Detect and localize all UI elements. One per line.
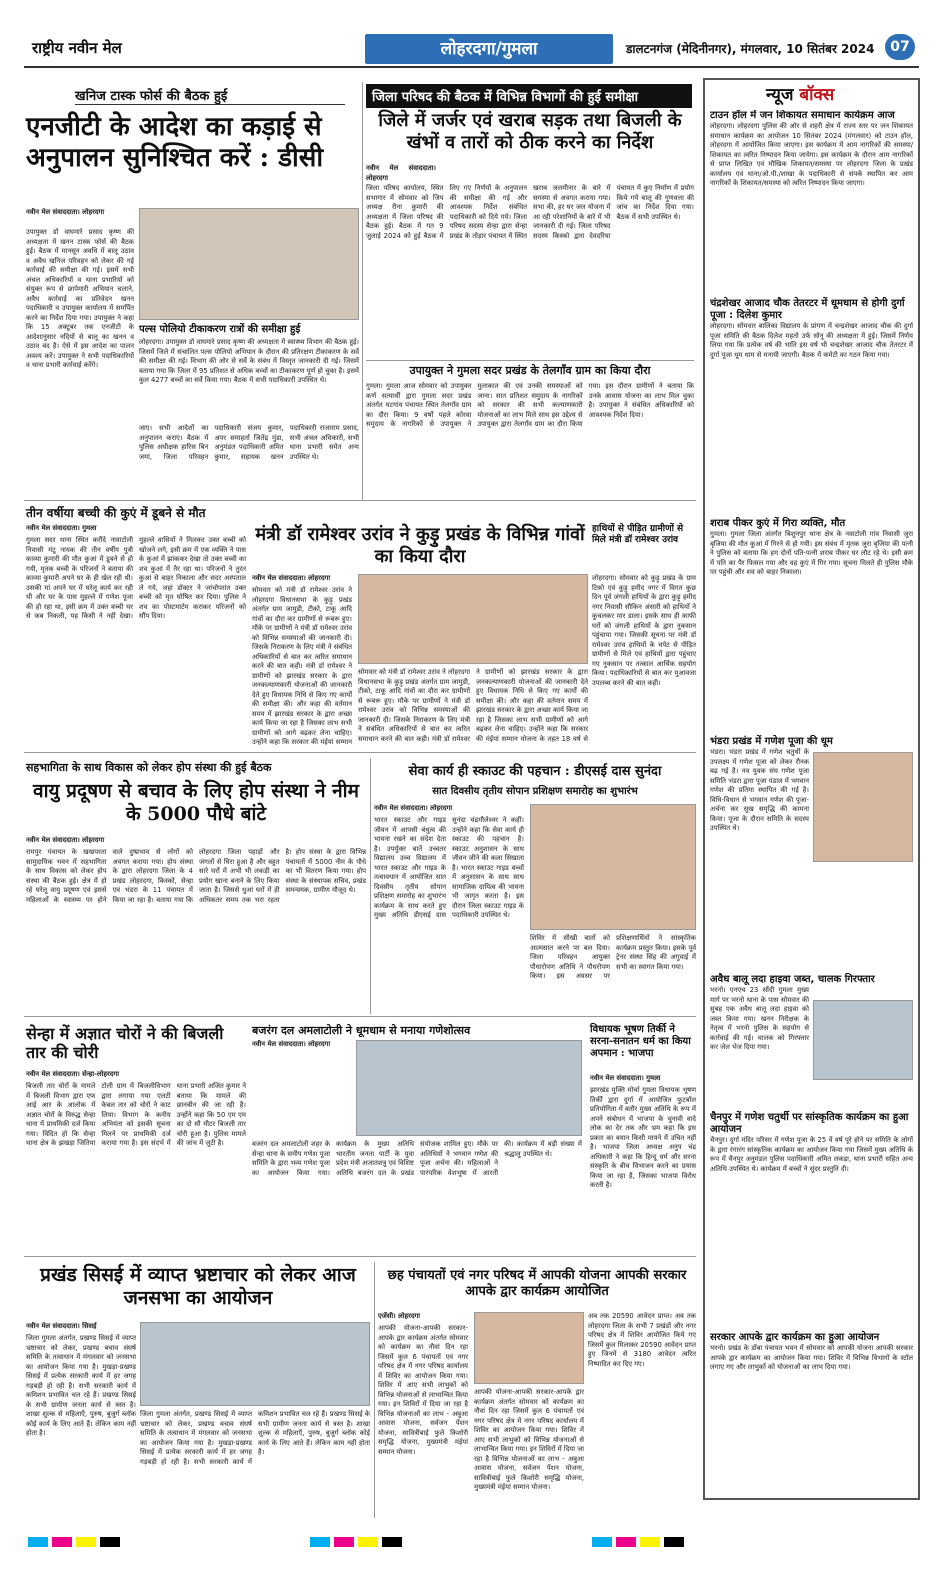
- color-swatch: [334, 1537, 354, 1547]
- divider: [24, 752, 696, 753]
- header-rule: [24, 66, 919, 68]
- a4-byline: नवीन मेल संवाददाता। गुमला: [26, 524, 97, 532]
- dateline: डालटनगंज (मेदिनीनगर), मंगलवार, 10 सितंबर 2024: [626, 42, 875, 56]
- news-item: [710, 298, 913, 512]
- divider: [366, 360, 694, 361]
- a11-body-lead: जिला गुमला अंतर्गत, प्रखण्ड सिसई में व्याप्त भ्रष्टाचार को लेकर, प्रखण्ड बचाव संघर्ष समिति के तत्वाधान में मंगलवार को जनसभा का आयोजन किया गया है। मुखड़ा-प्रखण्ड सिसई में प्रत्येक सरकारी कार्य में हर जगह गड़बड़ी हो रही है। सभी सरकारी कार्य में कमिशन प्रभावित चल रहे हैं। प्रखण्ड सिसई के सभी ग्रामीण जनता कार्य से त्रस्त है। शाखा शुल्क से महिलाएँ, पुरुष, बुजुर्ग ब्लॉक कोई कार्य के लिए आते हैं। लेकिन काम नहीं होता है।: [26, 1334, 136, 1437]
- color-swatch: [616, 1537, 636, 1547]
- a6-body: रामपुर पंचायत के खखपरता सामुदायिक भवन में सहभागिता के साथ विकास को लेकर होप संस्था की बैठक हुई। क्षेत्र में हो रहे घरेलू वायु प्रदूषण एवं इससे महिलाओं के स्वास्थ्य पर होने वाले दुष्प्रभाव से लोगों को अवगत कराया गया। होप संस्था के द्वारा लोहरदगा जिला के 4 प्रखंड लोहरदगा, किस्को, सेन्हा एवं भंडरा के 11 पंचायत में किया जा रहा है। बताया गया कि लोहरदगा जिला पहाड़ों और जंगलों से घिरा हुआ है और बहुत सारे घरों में अभी भी लकड़ी का प्रयोग खाना बनाने के लिए किया जाता है। जिससे धुआं घरों में ही अधिकतर समय तक भरा रहता है। होप संस्था के द्वारा विभिन्न पंचायतों में 5000 नीम के पौधे का भी वितरण किया गया। होप संस्था के संस्थापक सचिव, प्रखंड समन्वयक, ग्रामीण मौजूद थे।: [26, 848, 366, 904]
- a2-headline: जिले में जर्जर एवं खराब सड़क तथा बिजली के खंभों व तारों को ठीक करने का निर्देश: [378, 110, 682, 153]
- news-item-head: शराब पीकर कुएं में गिरा व्यक्ति, मौत: [710, 518, 846, 529]
- a5-body: सोमवार को मंत्री डॉ रामेश्वर उरांव ने लोहरदगा विधानसभा के कुड़ु प्रखंड अंतर्गत ग्राम जामुडी, टीको, टाकू आदि गांवों का दौरा कर ग्रामीणों से रूबरू हुए। मौके पर ग्रामीणों ने मंत्री डॉ रामेश्वर उरांव को विभिन्न समस्याओं की जानकारी दी। जिसके निराकरण के लिए मंत्री ने संबंधित अधिकारियों से बात कर त्वरित समाधान करने की बात कही। मंत्री डॉ रामेश्वर ने ग्रामीणों को झारखंड सरकार के द्वारा जनकल्याणकारी योजनाओं की जानकारी देते हुए विधायक निधि से किए गए कार्यों की समीक्षा की। और कहा की वर्तमान समय में झारखंड सरकार के द्वारा अच्छा कार्य किया जा रहा है जिसका लाभ सभी ग्रामीणों को आगे बढ़कर लेना चाहिए। उन्होंने कहा कि सरकार की मंईयां सम्मान योजना के तहत 18 वर्ष से: [358, 668, 588, 743]
- a4-headline: तीन वर्षीया बच्ची की कुएं में डूबने से मौत: [26, 506, 206, 520]
- a1-headline: एनजीटी के आदेश का कड़ाई से अनुपालन सुनिश्चित करें : डीसी: [26, 112, 324, 174]
- news-item-head: चंद्रशेखर आजाद चौक तेतरटर में धूमधाम से होगी दुर्गा पूजा : दिलेश कुमार: [710, 298, 905, 321]
- news-item: [710, 110, 913, 292]
- a12-body: आपकी योजना-आपकी सरकार-आपके द्वार कार्यक्रम अंतर्गत सोमवार को कार्यक्रम का नौवां दिन रहा जिसमें कुल 6 पंचायतों एवं नगर परिषद क्षेत्र में नगर परिषद कार्यालय में शिविर का आयोजन किया गया। शिविर में आए सभी लाभुकों को विभिन्न योजनाओं से लाभान्वित किया गया। इन शिविरों में दिया जा रहा है विभिन्न योजनाओं का लाभ - अबुआ आवास योजना, सर्वजन पेंशन योजना, सावित्रीबाई फुले किशोरी समृद्धि योजना, मुख्यमंत्री मंईयां सम्मान योजना।: [378, 1324, 468, 1456]
- a5-byline: नवीन मेल संवाददाता। लोहरदगा: [252, 574, 331, 582]
- a7-deck: सात दिवसीय तृतीय सोपान प्रशिक्षण समारोह का शुभारंभ: [432, 786, 638, 797]
- a5-side-headline: हाथियों से पीड़ित ग्रामीणों से मिले मंत्री डॉ रामेश्वर उरांव: [592, 524, 684, 545]
- news-item-body: गुमला। गुमला जिला अंतर्गत बिशुनपुर थाना क्षेत्र के नवाटोली गांव निवासी जुरा बृजिया की मौत कुआं में गिरने से हो गयी। इस संबंध में मृतक जुरा बृजिया की पत्नी ने पुलिस को बताया कि हम दोनों पति-पत्नी शराब पीकर घर लौट रहे थे। इसी क्रम में पति का पैर फिसल गया और वह कुएं में गिर गया। सूचना मिलते ही पुलिस मौके पर पहुंची और शव को बाहर निकाला।: [710, 530, 913, 576]
- a11-byline: नवीन मेल संवाददाता। सिसई: [26, 1322, 97, 1330]
- a12-tail: अब तक 20590 आवेदन प्राप्त। अब तक लोहरदगा जिला के सभी 7 प्रखंडों और नगर परिषद क्षेत्र में शिविर आयोजित किये गए जिसमें कुल मिलाकर 20590 आवेदन प्राप्त हुए जिनमें से 3180 आवेदन त्वरित निष्पादित कर दिए गए।: [588, 1312, 696, 1368]
- a10-headline: विधायक भूषण तिर्की ने सरना-सनातन धर्म का किया अपमान : भाजपा: [590, 1024, 691, 1059]
- color-swatch: [52, 1537, 72, 1547]
- news-item: [710, 518, 913, 730]
- a6-kicker: सहभागिता के साथ विकास को लेकर होप संस्था की हुई बैठक: [26, 761, 272, 774]
- a12-body-cont: आपकी योजना-आपकी सरकार-आपके द्वार कार्यक्रम अंतर्गत सोमवार को कार्यक्रम का नौवां दिन रहा जिसमें कुल 6 पंचायतों एवं नगर परिषद क्षेत्र में नगर परिषद कार्यालय में शिविर का आयोजन किया गया। शिविर में आए सभी लाभुकों को विभिन्न योजनाओं से लाभान्वित किया गया। इन शिविरों में दिया जा रहा है विभिन्न योजनाओं का लाभ - अबुआ आवास योजना, सर्वजन पेंशन योजना, सावित्रीबाई फुले किशोरी समृद्धि योजना, मुख्यमंत्री मंईयां सम्मान योजना।: [474, 1388, 584, 1491]
- news-item: [710, 1332, 913, 1444]
- paper-name: राष्ट्रीय नवीन मेल: [32, 39, 122, 57]
- divider: [24, 1256, 696, 1257]
- a12-byline: एजेंसी। लोहरदगा: [378, 1312, 421, 1320]
- page-number: 07: [885, 34, 915, 60]
- news-item: [710, 1112, 913, 1326]
- a12-headline: छह पंचायतों एवं नगर परिषद में आपकी योजना आपकी सरकार आपके द्वार कार्यक्रम आयोजित: [387, 1268, 687, 1299]
- a2-body: जिला परिषद कार्यालय, स्थित सभागार में सोमवार को जिप अध्यक्ष रीना कुमारी की अध्यक्षता में जिला परिषद की बैठक हुई। बैठक में गत 9 जुलाई 2024 को हुई बैठक में लिए गए निर्णयों के अनुपालन की समीक्षा की गई और आवश्यक निर्देश संबंधित पदाधिकारी को दिये गये। जिला परिषद सदस्य सेन्हा द्वारा सेन्हा प्रखंड के तोड़ार पंचायत में स्थित खराब जलमीनार के बारे में समस्या से अवगत कराया गया। सभा की, हर घर जल योजना में आ रही परेशानियों के बारे में भी जानकारी दी गई। जिला परिषद सदस्य किस्को द्वारा देवदरिया पंचायत में कुए निर्माण में प्रयोग किये गये बालू की गुणवत्ता की जांच का निर्देश दिया गया। बैठक में सभी उपस्थित थे।: [366, 184, 694, 240]
- news-box-items: [710, 110, 913, 1495]
- a8-body: बिजली तार चोरों के मामले में बिजली विभाग द्वारा एफ आई आर के आलोक में अज्ञात चोरों के विरुद्ध सेन्हा थाना में प्राथमिकी दर्ज किया गया। विदित हो कि सेन्हा थाना क्षेत्र के झखड़ा जितिया टोली ग्राम में बिजलीविभाग द्वारा लगाया गया एलटी केबल तार को चोरों ने काट लिया। विभाग के कनीय अभियंता को इसकी सूचना मिलने पर प्राथमिकी दर्ज कराया गया है। इस संदर्भ में थाना प्रभारी अजित कुमार ने बताया कि मामले की छानबीन की जा रही है। उन्होंने कहा कि 50 एम एम का दो सौ मीटर बिजली तार चोरी हुआ है। पुलिस मामले की जांच में जुटी है।: [26, 1082, 246, 1147]
- news-box-title-b: बॉक्स: [799, 85, 835, 105]
- a10-byline: नवीन मेल संवाददाता। गुमला: [590, 1074, 661, 1082]
- news-item-body: चैनपुर। दुर्गा मंदिर परिसर में गणेश पूजा के 25 वें वर्ष पूरे होने पर समिति के लोगों के द्वारा रंगारंग सांस्कृतिक कार्यक्रम का आयोजन किया गया जिसमें मुख्य अतिथि के रूप में चैनपुर अनुमंडल पुलिस पदाधिकारी अमित लकड़ा, थाना प्रभारी सहित अन्य अतिथि उपस्थित थे। कार्यक्रम में बच्चों ने सुंदर प्रस्तुति दी।: [710, 1136, 913, 1173]
- a12-photo: [474, 1312, 584, 1384]
- color-swatch: [100, 1537, 120, 1547]
- truck-photo: [813, 1000, 913, 1080]
- color-swatch: [640, 1537, 660, 1547]
- a5-headline: मंत्री डॉ रामेश्वर उरांव ने कुड़ु प्रखंड के विभिन्न गांवों का किया दौरा: [255, 524, 585, 567]
- color-swatch: [382, 1537, 402, 1547]
- a7-body: भारत स्काउट और गाइड जीवन में आपसी बंधुत्व की भावना रखने का संदेश देता है। उपर्युक्त बातें उच्चतर विद्यालय उच्च विद्यालय में भारत स्काउट और गाइड के तत्वावधान में आयोजित सात दिवसीय तृतीय सोपान प्रशिक्षण समारोह का शुभारंभ कार्यक्रम के साथ करते हुए मुख्य अतिथि डीएसई दास सुनंदा चंद्रमौलेश्वर ने कहीं। उन्होंने कहा कि सेवा कार्य ही स्काउट की पहचान है। स्काउट अनुशासन के साथ जीवन जीने की कला सिखाता है। भारत स्काउट गाइड बच्चों में अनुशासन के साथ साथ सामाजिक दायित्व की भावना भी जागृत करता है। इस दौरान जिला स्काउट गाइड के पदाधिकारी उपस्थित थे।: [374, 816, 524, 919]
- a7-tail: शिविर में सीखी बातों को आत्मसात करने पर बल दिया। जिला परिवहन आयुक्त पौधारोपण अतिथि ने पौधरोपण किया। इस अवसर पर प्रशिक्षणार्थियों ने सांस्कृतिक कार्यक्रम प्रस्तुत किया। इसके पूर्व ट्रेनर संस्था सिंह की अगुवाई में सभी का स्वागत किया गया।: [530, 934, 696, 980]
- color-swatch: [664, 1537, 684, 1547]
- news-item: [710, 974, 913, 1106]
- news-item-body: भंडरा। भंडरा प्रखंड में गणेश चतुर्थी के उपलक्ष्य में गणेश पूजा को लेकर रौनक बढ़ गई है। नव युवक संघ गणेश पूजा समिति भंडरा द्वारा पूजा पंडाल में भगवान गणेश की प्रतिमा स्थापित की गई है। विधि-विधान से भगवान गणेश की पूजा-अर्चना कर सुख समृद्धि की कामना किया। पूजा के दौरान समिति के सदस्य उपस्थित थे।: [710, 748, 809, 832]
- col-divider: [370, 758, 371, 1014]
- a5-body-lead: सोमवार को मंत्री डॉ रामेश्वर उरांव ने लोहरदगा विधानसभा के कुड़ु प्रखंड अंतर्गत ग्राम जामुडी, टीको, टाकू आदि गांवों का दौरा कर ग्रामीणों से रूबरू हुए। मौके पर ग्रामीणों ने मंत्री डॉ रामेश्वर उरांव को विभिन्न समस्याओं की जानकारी दी। जिसके निराकरण के लिए मंत्री ने संबंधित अधिकारियों से बात कर त्वरित समाधान करने की बात कही। मंत्री डॉ रामेश्वर ने ग्रामीणों को झारखंड सरकार के द्वारा जनकल्याणकारी योजनाओं की जानकारी देते हुए विधायक निधि से किए गए कार्यों की समीक्षा की। और कहा की वर्तमान समय में झारखंड सरकार के द्वारा अच्छा कार्य किया जा रहा है जिसका लाभ सभी ग्रामीणों को आगे बढ़कर लेना चाहिए। उन्होंने कहा कि सरकार की मंईयां सम्मान: [252, 586, 352, 746]
- color-swatch: [76, 1537, 96, 1547]
- a1-body: उपायुक्त डॉ वाघमारे प्रसाद कृष्ण की अध्यक्षता में खनन टास्क फोर्स की बैठक हुई। बैठक में मानसून अवधि में बालू उठाव व अवैध खनिज परिवहन को लेकर की गई कार्रवाई की समीक्षा की गई। इसमें सभी अंचल अधिकारियों व थाना प्रभारियों को संयुक्त रूप से छापेमारी अभियान चलाने, अवैध कार्रवाई का प्रतिवेदन खनन पदाधिकारी व उपायुक्त कार्यालय में समर्पित करने का निर्देश दिया गया। उपायुक्त ने कहा कि 15 अक्टूबर तक एनजीटी के आदेशानुसार नदियों से बालू का खनन व उठाव बंद है। ऐसे में इस आदेश का पालन अवश्य करें। उपायुक्त ने सभी पदाधिकारियों व थाना प्रभारी कार्रवाई करेंगे।: [26, 228, 134, 369]
- news-box-title: [766, 82, 834, 105]
- a9-photo: [356, 1040, 582, 1136]
- a4-body: गुमला सदर थाना स्थित करौंदे नावाटोली निवासी मंटू नायक की तीन वर्षीय पुत्री काव्या कुमारी की मौत कुआं में डूबने से हो गयी, मृतक बच्ची के परिजनों ने बताया की काव्या कुमारी अपने घर के ही खेल रही थी। उसकी मां अपने घर में घरेलू कार्य कर रही थी और घर के पास मुहल्ले में गणेश पूजा की हो रहा था, इसी क्रम में उक्त बच्ची घर से कब निकली, यह किसी ने नहीं देखा। मुहल्ले वासियों ने मिलकर उक्त बच्ची को खोजने लगे, इसी क्रम में एक व्यक्ति ने पास के कुआं में झांककर देखा तो उक्त बच्ची का शव कुआं में तैर रहा था। परिजनों ने तुरंत कुआं से बाहर निकाला और सदर अस्पताल ले गये, जहां डॉक्टर ने जांचोपरांत उक्त बच्ची को मृत घोषित कर दिया। पुलिस ने शव का पोस्टमार्टम कराकर परिजनों को सौंप दिया।: [26, 536, 246, 620]
- a1-byline: नवीन मेल संवाददाता। लोहरदगा: [26, 208, 105, 216]
- a6-byline: नवीन मेल संवाददाता। लोहरदगा: [26, 836, 105, 844]
- a3-headline: उपायुक्त ने गुमला सदर प्रखंड के तेलगाँव ग्राम का किया दौरा: [409, 364, 651, 377]
- a8-headline: सेन्हा में अज्ञात चोरों ने की बिजली तार की चोरी: [26, 1024, 224, 1063]
- a1-sub-headline: पल्स पोलियो टीकाकरण रात्रों की समीक्षा हुई: [139, 324, 301, 335]
- news-item-head: अवैध बालू लदा हाइवा जब्त, चालक गिरफ्तार: [710, 974, 875, 985]
- color-swatch: [28, 1537, 48, 1547]
- color-swatch: [310, 1537, 330, 1547]
- news-item-body: भरनो। प्रखंड के डोंबा पंचायत भवन में सोमवार को आपकी योजना आपकी सरकार आपके द्वार कार्यक्रम का आयोजन किया गया। शिविर में विभिन्न विभागों के स्टॉल लगाए गए और लाभुकों को योजनाओं का लाभ दिया गया।: [710, 1344, 913, 1371]
- a1-sub-body: लोहरदगा। उपायुक्त डॉ वाघमारे प्रसाद कृष्ण की अध्यक्षता में स्वास्थ्य विभाग की बैठक हुई। जिसमें जिले में संचालित पल्स पोलियो अभियान के दौरान की प्रतिरक्षण टीकाकरण के सर्वे की समीक्षा की गई। विभाग की ओर से सर्वे के संबंध में विस्तृत जानकारी दी गई। जिसमें बताया गया कि जिला में 95 प्रतिशत से अधिक बच्चों का टीकाकरण पूर्ण हो चुका है। इसमें कुल 4277 बच्चों का सर्वे किया गया। बैठक में सभी पदाधिकारी उपस्थित थे।: [139, 338, 359, 384]
- ganesh-photo: [813, 752, 913, 862]
- col-divider: [362, 82, 363, 500]
- a1-kicker: खनिज टास्क फोर्स की बैठक हुई: [75, 86, 345, 105]
- a9-body: बजरंग दल अमलाटोली शहर के सेन्हा थाना के समीप गणेश पूजा समिति के द्वारा भव्य गणेश पूजा का आयोजन किया गया। कार्यक्रम के मुख्य अतिथि भारतीय जनता पार्टी के युवा प्रदेश मंत्री अजातशत्रु एवं विशिष्ट अतिथि बजरंग दल के प्रखंड संयोजक शामिल हुए। मौके पर अतिथियों ने भगवान गणेश की पूजा अर्चना की। महिलाओं ने पारंपरिक वेशभूषा में आरती की। कार्यक्रम में बड़ी संख्या में श्रद्धालु उपस्थित थे।: [252, 1140, 582, 1177]
- a1-photo: [139, 208, 359, 320]
- news-item-head: चैनपुर में गणेश चतुर्थी पर सांस्कृतिक कार्यक्रम का हुआ आयोजन: [710, 1112, 909, 1135]
- news-item-head: भंडरा प्रखंड में गणेश पूजा की धूम: [710, 736, 833, 747]
- color-swatch: [358, 1537, 378, 1547]
- section-title: लोहरदगा/गुमला: [365, 34, 613, 64]
- a9-headline: बजरंग दल अमलाटोली ने धूमधाम से मनाया गणेशोत्सव: [252, 1024, 471, 1037]
- a7-byline: नवीन मेल संवाददाता। लोहरदगा: [374, 804, 453, 812]
- a8-byline: नवीन मेल संवाददाता। सेन्हा-लोहरदगा: [26, 1070, 119, 1078]
- a11-photo: [140, 1322, 370, 1406]
- a2-kicker: जिला परिषद की बैठक में विभिन्न विभागों की हुई समीक्षा: [366, 84, 692, 108]
- a11-body: जिला गुमला अंतर्गत, प्रखण्ड सिसई में व्याप्त भ्रष्टाचार को लेकर, प्रखण्ड बचाव संघर्ष समिति के तत्वाधान में मंगलवार को जनसभा का आयोजन किया गया है। मुखड़ा-प्रखण्ड सिसई में प्रत्येक सरकारी कार्य में हर जगह गड़बड़ी हो रही है। सभी सरकारी कार्य में कमिशन प्रभावित चल रहे हैं। प्रखण्ड सिसई के सभी ग्रामीण जनता कार्य से त्रस्त है। शाखा शुल्क से महिलाएँ, पुरुष, बुजुर्ग ब्लॉक कोई कार्य के लिए आते हैं। लेकिन काम नहीं होता है।: [140, 1410, 370, 1466]
- a7-photo: [530, 804, 696, 930]
- a2-byline: नवीन मेल संवाददाता। लोहरदगा: [366, 164, 436, 182]
- print-color-bar: [28, 1532, 914, 1542]
- a3-body: गुमला। गुमला आज सोमवार को उपायुक्त कर्ण सत्यार्थी द्वारा गुमला सदर प्रखंड अंतर्गत घटगांव पंचायत स्थित तेलगाँव ग्राम का दौरा किया। 9 वर्षों पहले कोरवा समुदाय के नागरिकों से उपायुक्त ने मुलाकात की एवं उनकी समस्याओं को जाना। सात प्रतिशत समुदाय के नागरिकों को सरकार की सभी कल्याणकारी योजनाओं का लाभ मिले साथ इस उद्देश्य से उपायुक्त द्वारा तेलगाँव ग्राम का दौरा किया गया। इस दौरान ग्रामीणों ने बताया कि उनके आवास योजना का लाभ मिल चुका है। उपायुक्त ने संबंधित अधिकारियों को आवश्यक निर्देश दिया।: [366, 382, 694, 428]
- news-item-head: टाउन हॉल में जन शिकायत समाधान कार्यक्रम आज: [710, 110, 895, 121]
- divider: [24, 1016, 696, 1017]
- a9-byline: नवीन मेल संवाददाता। लोहरदगा: [252, 1040, 331, 1048]
- news-item-head: सरकार आपके द्वार कार्यक्रम का हुआ आयोजन: [710, 1332, 880, 1343]
- a1-tail: जाए। सभी आदेशों का अनुपालन कराएं। बैठक में पुलिस अधीक्षक हारिस बिन जमां, जिला परिवहन पदाधिकारी संजय कुमार, अपर समाहर्ता जितेंद्र मुंडा, अनुमंडल पदाधिकारी अमित कुमार, सहायक खनन पदाधिकारी राजाराम प्रसाद, सभी अंचल अधिकारी, सभी थाना प्रभारी समेत अन्य उपस्थित थे।: [139, 424, 359, 461]
- news-item: [710, 736, 913, 968]
- a6-headline: वायु प्रदूषण से बचाव के लिए होप संस्था ने नीम के 5000 पौधे बांटे: [33, 780, 359, 825]
- news-item-body: लोहरदगा। लोहरदगा पुलिस की ओर से शहरी क्षेत्र में राज्य स्तर पर जन शिकायत समाधान कार्यक्रम का आयोजन 10 सितंबर 2024 (मंगलवार) को टाउन हॉल, लोहरदगा में आयोजित किया जाएगा। इस कार्यक्रम में आम नागरिकों की समस्या/शिकायत का त्वरित निष्पादन किया जायेगा। इस कार्यक्रम के दौरान आम नागरिकों से प्राप्त लिखित एवं मौखिक शिकायत/समस्या पर लोहरदगा जिला के प्रखंड कार्यालय एवं थाना/ओ.पी./शाखा के पदाधिकारी से संपर्क स्थापित कर आम नागरिकों के शिकायत/समस्या को त्वरित निष्पादन किया जाएगा।: [710, 122, 913, 187]
- news-item-body: भरनो। एनएच 23 सोंदी गुमला मुख्य मार्ग पर भरनो थाना के पास सोमवार की सुबह एक अवैध बालू लदा हाइवा को जब्त किया गया। खनन निरीक्षक के नेतृत्व में भरनो पुलिस के सहयोग से कार्रवाई की गई। चालक को गिरफ्तार कर जेल भेज दिया गया।: [710, 986, 809, 1051]
- color-swatch: [592, 1537, 612, 1547]
- a5-photo: [358, 574, 588, 664]
- news-item-body: लोहरदगा। सोमवार बालिका विद्यालय के प्रांगण में चन्द्रशेखर आजाद चौक की दुर्गा पूजा समिति की बैठक दिलेश महतो उर्फ सोनू की अध्यक्षता में हुई। जिसमें निर्णय लिया गया कि प्रत्येक वर्ष की भांति इस वर्ष भी चन्द्रशेखर आजाद चौक तेतरटर में दुर्गा पूजा धूम धाम से मनायी जाएगी। बैठक में कमेटी का गठन किया गया।: [710, 322, 913, 359]
- news-box-title-a: न्यूज: [766, 85, 794, 105]
- a10-body: झारखंड मुक्ति मोर्चा गुमला विधायक भूषण तिर्की द्वारा दुर्गा में आयोजित फुटबॉल प्रतियोगिता में बतौर मुख्य अतिथि के रूप में अपने संबोधन में भाजपा के चुनावी वादे लोक का देर तक और भ्रम कहा कि इस प्रकार का बयान किसी मायने में उचित नहीं है। भाजपा जिला अध्यक्ष अनुप चंद्र अधिकारी ने कहा कि हिन्दू धर्म और सरना संस्कृति के बीच विभाजन करने का प्रयास किया जा रहा है, जिसका भाजपा विरोध करती है।: [590, 1086, 696, 1189]
- a5-side-body: लोहरदगा। सोमवार को कुड़ु प्रखंड के ग्राम टिको एवं कुड़ु हमीद नगर में विगत कुछ दिन पूर्व जंगली हाथियों के द्वारा कुड़ु हमीद नगर निवासी सौकिन अंसारी को हाथियों ने कुचलकर मार डाला। इसके साथ ही काफी घरों को जंगली हाथियों के द्वारा नुकसान पहुंचाया गया। जिसकी सूचना पर मंत्री डॉ रामेश्वर उरांव हाथियों के चपेट से पीड़ित ग्रामीणों से मिले एवं हाथियों द्वारा पहुंचाए गए नुकसान पर तत्काल आर्थिक सहयोग किया। पदाधिकारियों से बात कर मुआवजा उपलब्ध करने की बात कही।: [592, 574, 696, 687]
- a11-headline: प्रखंड सिसई में व्याप्त भ्रष्टाचार को लेकर आज जनसभा का आयोजन: [40, 1264, 356, 1309]
- a7-headline: सेवा कार्य ही स्काउट की पहचान : डीएसई दास सुनंदा: [408, 764, 662, 779]
- col-divider: [374, 1262, 375, 1518]
- divider: [24, 500, 696, 501]
